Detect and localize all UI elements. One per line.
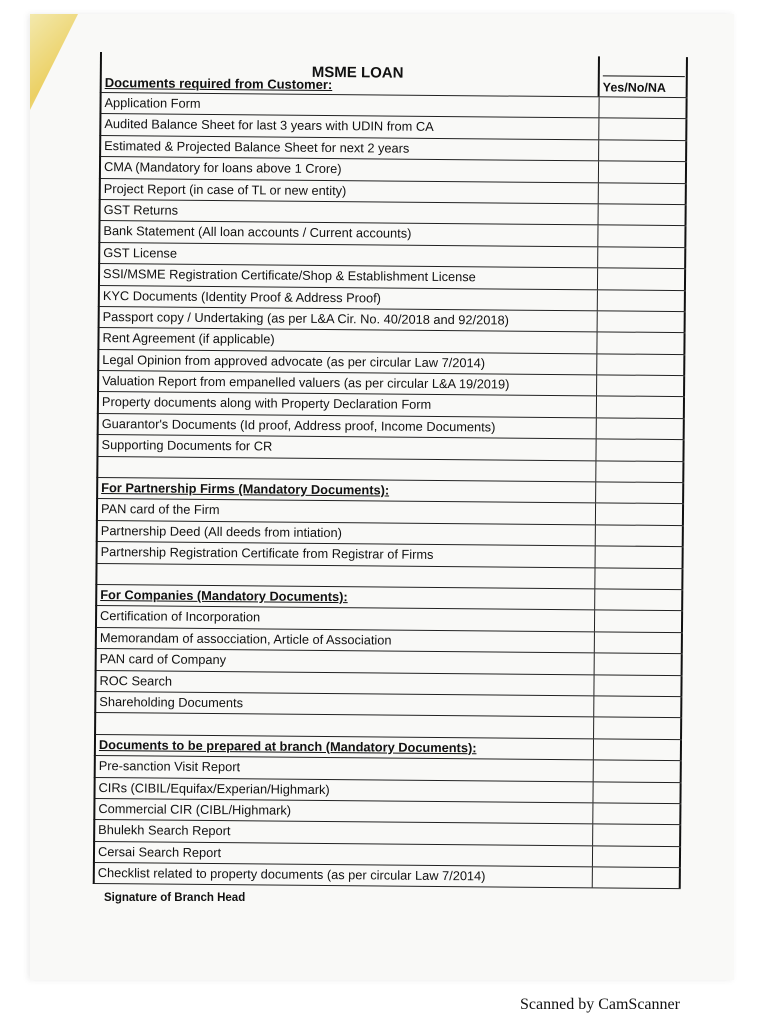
yes-no-na-cell [593,739,682,760]
table-header [100,52,688,97]
yes-no-na-cell [598,162,687,183]
yes-no-na-cell [594,568,683,589]
yes-no-na-cell [594,632,683,653]
document-label: Checklist related to property documents (as per circular Law 7/2014) [97,865,486,884]
yes-no-na-cell [594,611,683,632]
yes-no-na-cell [598,204,687,225]
title-cell [102,52,598,96]
section-heading: Documents to be prepared at branch (Mandatory Documents): [98,736,477,756]
section-heading: For Companies (Mandatory Documents): [100,587,348,605]
yes-no-na-cell [597,268,686,289]
document-label: KYC Documents (Identity Proof & Address Proof) [102,287,382,305]
yes-no-na-cell [598,183,687,204]
document-label [98,457,595,482]
yes-no-na-cell [596,418,685,439]
column-header-cell [598,56,688,97]
document-label: Commercial CIR (CIBL/Highmark) [98,800,292,818]
document-label: Shareholding Documents [99,693,244,711]
yes-no-na-cell [595,461,684,482]
document-label: Application Form [104,95,201,111]
yes-no-na-cell [592,803,681,824]
document-label [97,564,594,589]
document-label: Cersai Search Report [97,843,222,860]
document-label: Supporting Documents for CR [101,437,273,454]
yes-no-na-cell [596,333,685,354]
document-label: Audited Balance Sheet for last 3 years with UDIN from CA [104,116,434,135]
document-title: MSME LOAN [311,63,404,82]
document-label: GST Returns [103,201,179,218]
document-label: Estimated & Projected Balance Sheet for next 2 years [104,137,410,156]
document-label: PAN card of the Firm [100,501,220,518]
yes-no-na-cell [597,290,686,311]
document-label: Valuation Report from empanelled valuers (as per circular L&A 19/2019) [102,373,510,392]
document-label: CMA (Mandatory for loans above 1 Crore) [103,159,342,177]
document-label: PAN card of Company [99,651,227,668]
yes-no-na-cell [597,311,686,332]
document-label: Passport copy / Undertaking (as per L&A Cir. No. 40/2018 and 92/2018) [102,308,509,328]
section-heading: For Partnership Firms (Mandatory Documents): [101,480,390,498]
yes-no-na-cell [592,867,681,888]
document-label: Bhulekh Search Report [98,822,231,839]
document-label: GST License [103,244,178,261]
document-label: Project Report (in case of TL or new entity) [103,180,347,198]
document-label: Rent Agreement (if applicable) [102,330,275,347]
document-label: Memorandam of assocciation, Article of Association [99,629,392,648]
document-label: Guarantor's Documents (Id proof, Address proof, Income Documents) [101,415,496,435]
yes-no-na-cell [592,825,681,846]
yes-no-na-cell [596,375,685,396]
signature-label: Signature of Branch Head [104,892,246,904]
document-label: Bank Statement (All loan accounts / Current accounts) [103,223,412,242]
column-header-yes-no-na: Yes/No/NA [603,75,685,95]
yes-no-na-cell [594,653,683,674]
yes-no-na-cell [593,718,682,739]
yes-no-na-cell [596,354,685,375]
document-label: Legal Opinion from approved advocate (as per circular Law 7/2014) [102,351,486,371]
scanner-watermark: Scanned by CamScanner [520,996,680,1013]
document-label: Partnership Registration Certificate from Registrar of Firms [100,544,434,563]
yes-no-na-cell [597,226,686,247]
yes-no-na-cell [595,525,684,546]
yes-no-na-cell [595,440,684,461]
yes-no-na-cell [592,846,681,867]
yes-no-na-cell [596,397,685,418]
yes-no-na-cell [595,482,684,503]
document-label [96,713,593,738]
yes-no-na-cell [593,760,682,781]
yes-no-na-cell [597,247,686,268]
yes-no-na-cell [598,119,687,140]
document-label: Property documents along with Property Declaration Form [101,394,432,413]
document-label: Certification of Incorporation [100,608,261,625]
yes-no-na-cell [598,140,687,161]
document-label: SSI/MSME Registration Certificate/Shop & Establishment License [103,266,476,285]
document-label: ROC Search [99,672,173,689]
document-label: Partnership Deed (All deeds from intiation) [100,522,343,540]
section-heading-customer: Documents required from Customer: [104,75,333,93]
yes-no-na-cell [594,589,683,610]
yes-no-na-cell [593,696,682,717]
document-label: Pre-sanction Visit Report [98,758,241,775]
yes-no-na-cell [595,504,684,525]
yes-no-na-cell [598,97,687,118]
yes-no-na-cell [592,782,681,803]
yes-no-na-cell [595,547,684,568]
checklist-rows [93,92,688,890]
document-label: CIRs (CIBIL/Equifax/Experian/Highmark) [98,779,330,797]
checklist-table [93,52,688,890]
yes-no-na-cell [593,675,682,696]
